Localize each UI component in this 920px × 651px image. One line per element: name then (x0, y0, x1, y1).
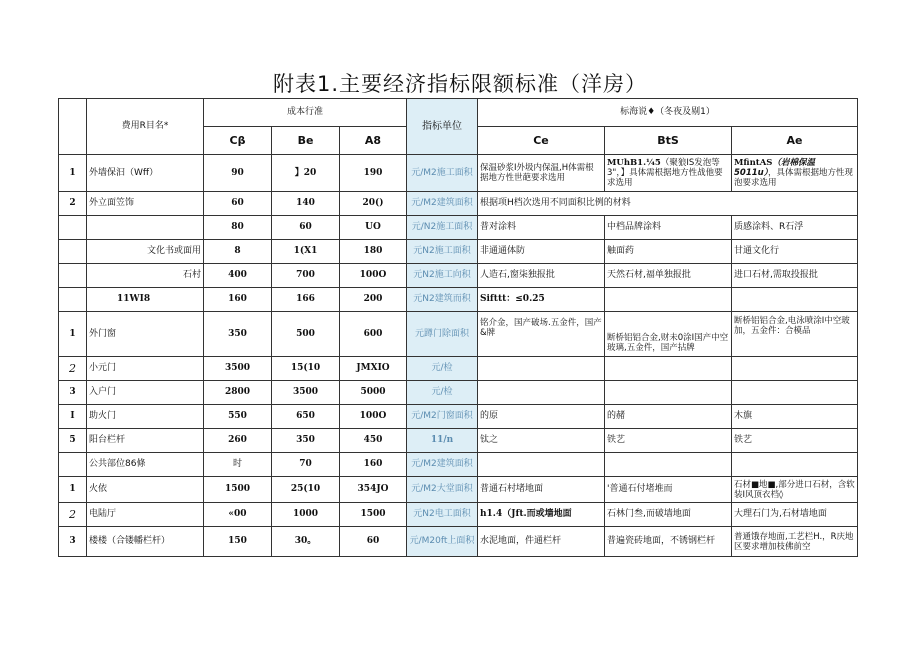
cost-b: 166 (272, 288, 340, 312)
unit-cell: 元/M2建筑面积 (407, 453, 478, 477)
row-num (59, 288, 87, 312)
header-num (59, 99, 87, 155)
std-a (732, 288, 858, 312)
row-num (59, 453, 87, 477)
table-row (59, 312, 858, 357)
row-num: 2 (59, 192, 87, 216)
cost-c: 8 (204, 240, 272, 264)
cost-a: JMXIO (340, 357, 407, 381)
row-num: 2 (59, 357, 87, 381)
header-item-name: 费用R目名* (87, 99, 204, 155)
page-title: 附表1.主要经济指标限额标准（洋房） (272, 72, 648, 96)
std-c (478, 503, 605, 527)
header-std-col: BtS (605, 127, 732, 155)
unit-cell: 元N2建筑而积 (407, 288, 478, 312)
unit-cell: 元N2施工向积 (407, 264, 478, 288)
std-a: 铁艺 (732, 429, 858, 453)
cost-b: 】20 (272, 155, 340, 192)
std-b (605, 453, 732, 477)
cost-a: 5000 (340, 381, 407, 405)
cost-a: 200 (340, 288, 407, 312)
cost-c: 80 (204, 216, 272, 240)
unit-cell: 元蹲门除面积 (407, 312, 478, 357)
unit-cell: 元/N2施工面积 (407, 216, 478, 240)
table-row (59, 357, 858, 381)
std-c: 钛之 (478, 429, 605, 453)
table-row (59, 381, 858, 405)
table-row (59, 240, 858, 264)
std-c: Sifttt：≤0.25 (478, 288, 605, 312)
unit-cell: 元/M20ft上面积 (407, 527, 478, 557)
row-name: 文化书或面用 (87, 240, 204, 264)
row-name: 助火门 (87, 405, 204, 429)
row-num: 2 (59, 503, 87, 527)
row-name: 电陆厅 (87, 503, 204, 527)
cost-c: 90 (204, 155, 272, 192)
row-name: 入户门 (87, 381, 204, 405)
row-num: 1 (59, 155, 87, 192)
std-a: 石材■地■,部分进口石材，含软装I风顶衣档◊ (732, 477, 858, 503)
cost-a: 160 (340, 453, 407, 477)
std-a: 甘通文化行 (732, 240, 858, 264)
std-b: 天然石材,福单独报批 (605, 264, 732, 288)
row-num: 1 (59, 312, 87, 357)
header-cost-group: 成本行准 (204, 99, 407, 127)
std-b: 的赭 (605, 405, 732, 429)
cost-c: «00 (204, 503, 272, 527)
table-row (59, 405, 858, 429)
row-num: I (59, 405, 87, 429)
cost-a: 180 (340, 240, 407, 264)
std-a (732, 155, 858, 192)
table-row (59, 288, 858, 312)
row-name: 11WI8 (87, 288, 204, 312)
std-b: 中档品牌涂料 (605, 216, 732, 240)
std-c: 普通石村堵地面 (478, 477, 605, 503)
cost-a: 1500 (340, 503, 407, 527)
row-num: 3 (59, 381, 87, 405)
std-c: 保温砂浆I外圾内保温,H体需根据地方性世葩要求选用 (478, 155, 605, 192)
table-row (59, 155, 858, 192)
std-a: 木旗 (732, 405, 858, 429)
table-row (59, 453, 858, 477)
std-b: 石林门叁,而破墙地面 (605, 503, 732, 527)
row-name: 公共部位86條 (87, 453, 204, 477)
unit-cell: 元/M2施工面积 (407, 155, 478, 192)
cost-b: 60 (272, 216, 340, 240)
row-name: 石村 (87, 264, 204, 288)
std-c: 普对涂料 (478, 216, 605, 240)
std-b (605, 155, 732, 192)
cost-c: 时 (204, 453, 272, 477)
std-c: 水泥地面，件通栏杆 (478, 527, 605, 557)
std-a-text: ，具体需根据地方性现泡要求选用 (734, 168, 853, 188)
table-row (59, 477, 858, 503)
cost-b: 25(10 (272, 477, 340, 503)
cost-a: 190 (340, 155, 407, 192)
row-num: 5 (59, 429, 87, 453)
cost-c: 60 (204, 192, 272, 216)
cost-c: 260 (204, 429, 272, 453)
table-row (59, 192, 858, 216)
cost-b: 1(X1 (272, 240, 340, 264)
cost-c: 3500 (204, 357, 272, 381)
cost-c: 160 (204, 288, 272, 312)
cost-b: 140 (272, 192, 340, 216)
cost-b: 1000 (272, 503, 340, 527)
std-b-text: （聚狼IS发泡等3"，】具体需根据地方性战他要求选用 (607, 158, 723, 188)
cost-b: 70 (272, 453, 340, 477)
std-c (478, 357, 605, 381)
std-a-em: （岩棉保温5011u） (734, 158, 815, 178)
unit-cell: 11/n (407, 429, 478, 453)
std-b-code: MUhB1.¼5 (607, 158, 661, 168)
std-b: 断桥铝铝合金,财未0涂I国产中空玻璃,五金件，国产拈牌 (605, 312, 732, 357)
row-name: 外墙保汩（Wff） (87, 155, 204, 192)
cost-a: 100O (340, 264, 407, 288)
cost-c: 400 (204, 264, 272, 288)
header-cost-col: A8 (340, 127, 407, 155)
cost-b: 500 (272, 312, 340, 357)
row-num: 3 (59, 527, 87, 557)
row-name: 外立面笠饰 (87, 192, 204, 216)
header-std-col: Ae (732, 127, 858, 155)
std-b: 铁艺 (605, 429, 732, 453)
table-row (59, 216, 858, 240)
std-a-code: MfintAS (734, 158, 773, 168)
row-name: 阳台栏杆 (87, 429, 204, 453)
std-c (478, 453, 605, 477)
row-name (87, 216, 204, 240)
row-num: 1 (59, 477, 87, 503)
std-c: 人造石,窗柒独报批 (478, 264, 605, 288)
row-name: 火依 (87, 477, 204, 503)
table-row (59, 264, 858, 288)
indicator-table (58, 98, 858, 557)
std-a: 大理石门为,石材墙地面 (732, 503, 858, 527)
std-b: 普遍瓷砖地面，不锈钢栏杆 (605, 527, 732, 557)
std-a: 进口石材,需取投报批 (732, 264, 858, 288)
cost-c: 2800 (204, 381, 272, 405)
std-c (478, 381, 605, 405)
cost-b: 700 (272, 264, 340, 288)
cost-b: 15(10 (272, 357, 340, 381)
unit-cell: 元N2电工面积 (407, 503, 478, 527)
header-std-col: Ce (478, 127, 605, 155)
cost-b: 3500 (272, 381, 340, 405)
unit-cell: 元N2施工面积 (407, 240, 478, 264)
cost-c: 550 (204, 405, 272, 429)
unit-cell: 元/检 (407, 381, 478, 405)
header-cost-col: Cβ (204, 127, 272, 155)
cost-a: 600 (340, 312, 407, 357)
cost-a: 354JO (340, 477, 407, 503)
cost-a: 100O (340, 405, 407, 429)
std-span: 根据项H档次选用不同面积比例的材料 (478, 192, 858, 216)
std-a (732, 381, 858, 405)
std-b (605, 381, 732, 405)
std-b: '普通石付堵堆而 (605, 477, 732, 503)
cost-c: 150 (204, 527, 272, 557)
header-cost-col: Be (272, 127, 340, 155)
unit-cell: 元/M2门窗面积 (407, 405, 478, 429)
header-unit: 指标单位 (407, 99, 478, 155)
std-c: 铭介金，国产破场.五金件，国产&牌 (478, 312, 605, 357)
unit-cell: 元/M2建筑面积 (407, 192, 478, 216)
std-c: 的原 (478, 405, 605, 429)
std-a (732, 453, 858, 477)
row-name: 外门窗 (87, 312, 204, 357)
cost-a: 20() (340, 192, 407, 216)
table-row (59, 527, 858, 557)
std-c-code: h1.4（Jft.而或墙地面 (480, 509, 572, 519)
cost-b: 350 (272, 429, 340, 453)
std-a (732, 357, 858, 381)
cost-c: 1500 (204, 477, 272, 503)
unit-cell: 元/检 (407, 357, 478, 381)
row-num (59, 264, 87, 288)
cost-b: 650 (272, 405, 340, 429)
row-num (59, 216, 87, 240)
table-row (59, 503, 858, 527)
unit-cell: 元/M2大堂面积 (407, 477, 478, 503)
std-a: 质感涂料、R石浮 (732, 216, 858, 240)
cost-c: 350 (204, 312, 272, 357)
cost-a: 450 (340, 429, 407, 453)
table-row (59, 429, 858, 453)
std-b: 触面药 (605, 240, 732, 264)
std-a: 断桥铝铝合金,电泳喷涂I中空玻加，五金件：合模品 (732, 312, 858, 357)
std-a: 普通饿存地面,工艺栏H.，R庆地区要求增加枝佛前空 (732, 527, 858, 557)
std-b (605, 288, 732, 312)
row-num (59, 240, 87, 264)
header-std-group: 标海说♦（冬夜及剔1） (478, 99, 858, 127)
cost-b: 30。 (272, 527, 340, 557)
row-name: 小元门 (87, 357, 204, 381)
cost-a: 60 (340, 527, 407, 557)
row-name: 楼楼（合镂幡栏杆） (87, 527, 204, 557)
std-b (605, 357, 732, 381)
std-c: 非通通体防 (478, 240, 605, 264)
cost-a: UO (340, 216, 407, 240)
